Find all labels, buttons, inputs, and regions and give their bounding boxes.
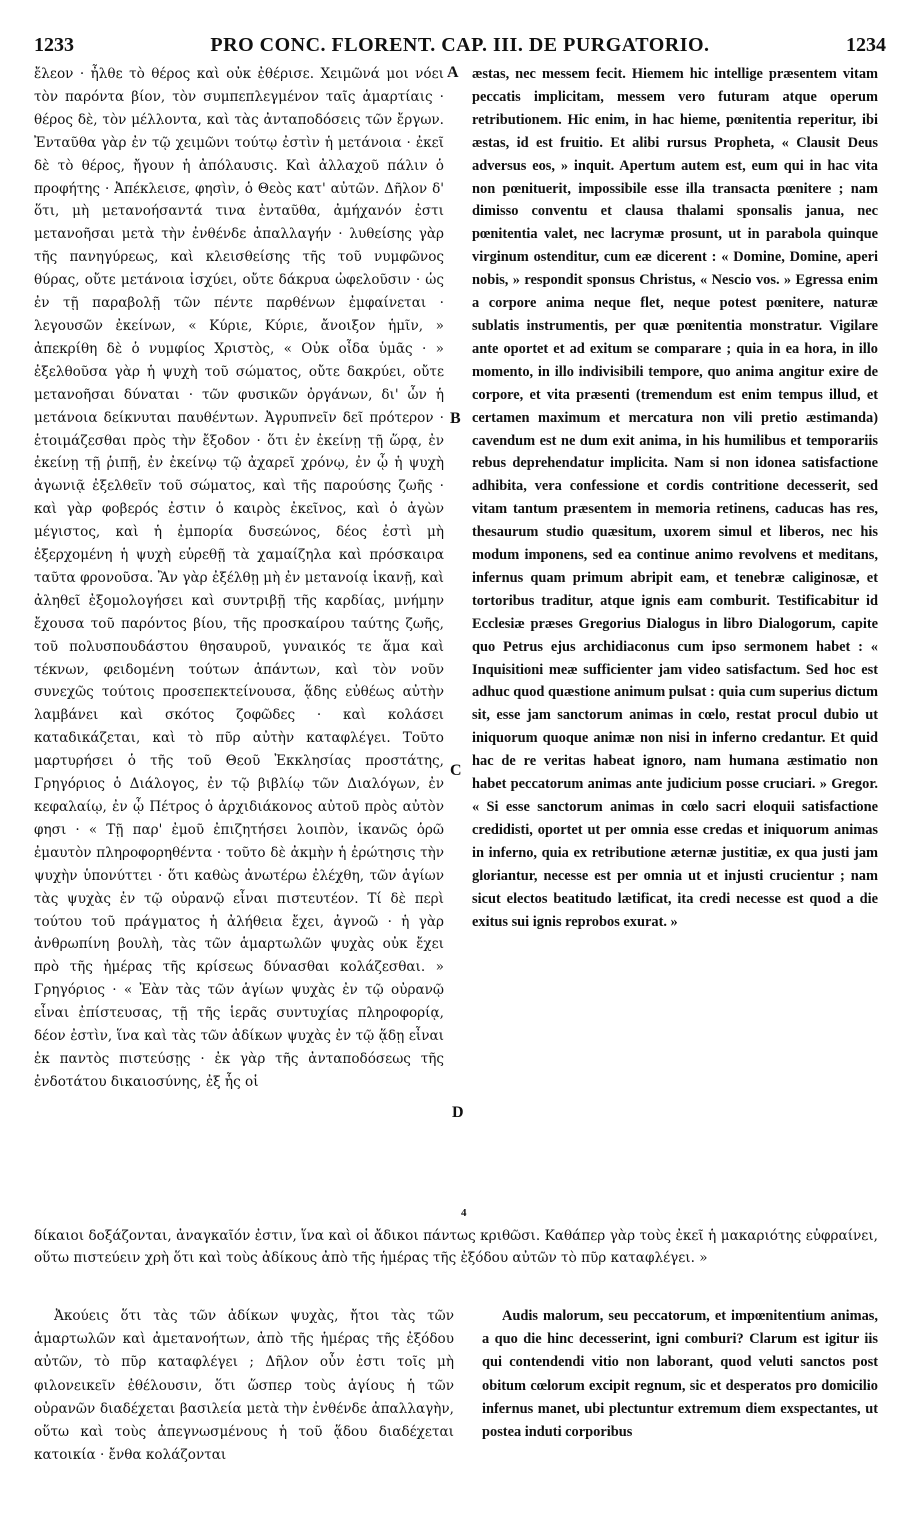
margin-marker-c: C (450, 762, 462, 779)
bottom-greek-paragraph (34, 1305, 454, 1467)
margin-note-marker: 4 (461, 1207, 467, 1219)
bottom-latin-text: Audis malorum, seu peccatorum, et impœnitentium animas, a quo die hinc decesserint, igni comburi? Clarum est igitur iis qui contendendi vitio non laborant, quod veluti sanctos post obitum cœlorum excipit regnum, sic et desperatos pro domicilio infernus manet, ubi plectuntur extremum diem exspectantes, ut postea induti corporibus (482, 1308, 878, 1441)
latin-column-text: æstas, nec messem fecit. Hiemem hic intellige præsentem vitam peccatis implicitam, messem vero futuram atque operum retributionem. Hic enim, in hac hieme, pœnitentia reperitur, ibi æstas, id est fruitio. Et alibi rursus Propheta, « Clausit Deus adversus eos, » inquit. Apertum autem est, eum qui in hac vita non pœnituerit, impossibile esse illa transacta pœnitere ; nam dimisso conventu et clausa thalami sponsalis janua, nec pœnitentia valet, nec lacrymæ prosunt, ut in parabola quinque virginum ostenditur, cum eæ dicerent : « Domine, Domine, aperi nobis, » respondit sponsus Christus, « Nescio vos. » Egressa enim a corpore anima neque flet, neque potest pœnitere, naturæ sublatis instrumentis, per quæ pœnitentia monstratur. Vigilare ante oportet et ad exitum se comparare ; quia in ea hora, in illo momento, in illo indivisibili tempore, quo anima angitur exire de corpore, et vita præsenti (tremendum est enim tempus illud, et certamen maximum et mercatura non vili pretio æstimanda) cavendum est ne dum exit anima, in his humilibus et temporariis rebus deprehendatur implicita. Nam si non idonea satisfactione adhibita, vera confessione et cordis contritione decesserit, sed vitam tantum præsentem in memoria retinens, caducas has res, thesaurum studio quæsitum, uxorem simul et liberos, nec his modum imponens, sed ea continue animo revolvens et meditans, infernus quam primum abripit eam, et tenebræ caliginosæ, et tortoribus traditur, atque ignis eam comburit. Testificabitur id Ecclesiæ præses Gregorius Dialogus in libro Dialogorum, capite quo Petrus ejus archidiaconus cum ipso sermonem habet : « Inquisitioni meæ sufficienter jam video satisfactum. Sed hoc est adhuc quod quæstione animum pulsat : quia cum superius dictum sit, esse jam sanctorum animas in cœlo, restat procul dubio ut iniquorum quoque animæ non nisi in inferno credantur. Et quid hac de re veritas habeat ignoro, nam humana æstimatio non habet peccatorum animas ante judicium posse cruciari. » Gregor. « Si esse sanctorum animas in cœlo sacri eloquii satisfactione credidisti, oportet ut per omnia esse credas et iniquorum animas in inferno, quia ex retributione æternæ justitiæ, ex qua justi jam gloriantur, necesse est per omnia ut et injusti crucientur ; nam sicut electos beatitudo lætificat, ita credi necesse est quod a die exitus sui ignis reprobos exurat. » (472, 66, 878, 930)
full-width-greek-text: δίκαιοι δοξάζονται, ἀναγκαῖόν ἐστιν, ἵνα καὶ οἱ ἄδικοι πάντως κριθῶσι. Καθάπερ γὰρ τοὺς ἐκεῖ ἡ μακαριότης εὐφραίνει, οὕτω πιστεύειν χρὴ ὅτι καὶ τοὺς ἀδίκους ἀπὸ τῆς ἡμέρας τῆς ἐξόδου αὐτῶν τὸ πῦρ καταφλέγει. » (34, 1228, 878, 1266)
latin-column (472, 63, 878, 933)
greek-column-text: ἔλεον · ἦλθε τὸ θέρος καὶ οὐκ ἐθέρισε. Χειμῶνά μοι νόει τὸν παρόντα βίον, τὸν συμπεπλεγμένον ταῖς ἁμαρτίαις · θέρος δὲ, τὸν μέλλοντα, καὶ τὰς ἀνταποδόσεις τῶν ἔργων. Ἐνταῦθα γὰρ ἐν τῷ χειμῶνι τούτῳ ἐστὶν ἡ μετάνοια · ἐκεῖ δὲ τὸ θέρος, ἤγουν ἡ ἀπόλαυσις. Καὶ ἀλλαχοῦ πάλιν ὁ προφήτης · Ἀπέκλεισε, φησὶν, ὁ Θεὸς κατ' αὐτῶν. Δῆλον δ' ὅτι, μὴ μετανοήσαντά τινα ἐνταῦθα, ἀμήχανόν ἐστι μετανοῆσαι μετὰ τὴν ἐνθένδε ἀπαλλαγήν · λυθείσης γὰρ τῆς πανηγύρεως, καὶ κλεισθείσης τῆς τοῦ νυμφῶνος θύρας, οὔτε μετάνοια ἰσχύει, οὔτε δάκρυα ὠφελοῦσιν · ὡς ἐν τῇ παραβολῇ τῶν πέντε παρθένων ἐμφαίνεται · λεγουσῶν ἐκείνων, « Κύριε, Κύριε, ἄνοιξον ἡμῖν, » ἀπεκρίθη δὲ ὁ νυμφίος Χριστὸς, « Οὐκ οἶδα ὑμᾶς · » ἐξελθοῦσα γὰρ ἡ ψυχὴ τοῦ σώματος, οὔτε δακρύει, οὔτε μετανοῆσαι δύναται · τῶν φυσικῶν ὀργάνων, δι' ὧν ἡ μετάνοια δείκνυται παυθέντων. Ἀγρυπνεῖν δεῖ πρότερον · ἑτοιμάζεσθαι πρὸς τὴν ἔξοδον · ὅτι ἐν ἐκείνῃ τῇ ὥρᾳ, ἐν ἐκείνῃ τῇ ῥιπῇ, ἐν ἐκείνῳ τῷ ἀχαρεῖ χρόνῳ, ἐν ᾧ ἡ ψυχὴ ἀγωνιᾷ ἐξελθεῖν τοῦ σώματος, καὶ τῆς παρούσης ζωῆς · καὶ γὰρ φοβερός ἐστιν ὁ καιρὸς ἐκεῖνος, καὶ ὁ ἀγὼν μέγιστος, καὶ ἡ ἐμπορία δυσεώνος, δέος ἐστὶ μὴ ἐξερχομένη ἡ ψυχὴ εὑρεθῇ τὰ χαμαίζηλα καὶ πρόσκαιρα ταῦτα φρονοῦσα. Ἂν γὰρ ἐξέλθῃ μὴ ἐν μετανοίᾳ ἱκανῇ, καὶ ἀληθεῖ ἐξομολογήσει καὶ συντριβῇ τῆς καρδίας, μνήμην ἔχουσα τοῦ παρόντος βίου, τῆς προσκαίρου ταύτης ζωῆς, τοῦ πολυσπουδάστου θησαυροῦ, γυναικός τε ἅμα καὶ τέκνων, φειδομένη τούτων ἁπάντων, καὶ τὸν νοῦν συνεχῶς τούτοις προσεπεκτείνουσα, ᾅδης εὐθέως αὐτὴν λαμβάνει καὶ σκότος ζοφῶδες · καὶ κολάσει καταδικάζεται, καὶ τὸ πῦρ αὐτὴν καταφλέγει. Τοῦτο μαρτυρήσει ὁ τῆς τοῦ Θεοῦ Ἐκκλησίας προστάτης, Γρηγόριος ὁ Διάλογος, ἐν τῷ βιβλίῳ τῶν Διαλόγων, ἐν κεφαλαίῳ, ἐν ᾧ Πέτρος ὁ ἀρχιδιάκονος αὐτοῦ πρὸς αὐτὸν φησι · « Τῇ παρ' ἐμοῦ ἐπιζητήσει λοιπὸν, ἱκανῶς ὁρῶ ἐμαυτὸν πληροφορηθέντα · τοῦτο δὲ ἀκμὴν ἡ ἐρώτησις τὴν ψυχὴν ὑπονύττει · ὅτι καθὼς ἀνωτέρω ἐλέχθη, τῶν ἁγίων τὰς ψυχὰς ἐν τῷ οὐρανῷ εἶναι πιστευτέον. Τί δὲ περὶ τούτου τοῦ πράγματος ἡ ἀλήθεια ἔχει, ἀγνοῶ · ἡ γὰρ ἀνθρωπίνη βουλὴ, τὰς τῶν ἁμαρτωλῶν ψυχὰς οὐκ ἔχει πρὸ τῆς ἡμέρας τῆς κρίσεως δύνασθαι κολάζεσθαι. » Γρηγόριος · « Ἐὰν τὰς τῶν ἁγίων ψυχὰς ἐν τῷ οὐρανῷ εἶναι ἐπίστευσας, τῇ τῆς ἱερᾶς συντυχίας πληροφορίᾳ, δέον ἐστὶν, ἵνα καὶ τὰς τῶν ἀδίκων ψυχὰς ἐν τῷ ᾅδῃ εἶναι ἐκ παντὸς πιστεύσῃς · ἐκ γὰρ τῆς ἀνταποδόσεως τῆς ἐνδοτάτου δικαιοσύνης, ἐξ ἧς οἱ (34, 66, 444, 1090)
margin-marker-d: D (452, 1104, 464, 1121)
running-header (34, 34, 886, 60)
bottom-latin-paragraph (482, 1305, 878, 1444)
right-page-number: 1234 (846, 34, 886, 56)
margin-marker-b: B (450, 410, 461, 427)
full-width-greek-passage (34, 1225, 878, 1269)
margin-marker-a: A (447, 64, 459, 81)
bottom-greek-text: Ἀκούεις ὅτι τὰς τῶν ἀδίκων ψυχὰς, ἤτοι τὰς τῶν ἁμαρτωλῶν καὶ ἀμετανοήτων, ἀπὸ τῆς ἡμέρας τῆς ἐξόδου αὐτῶν, τὸ πῦρ καταφλέγει ; Δῆλον οὖν ἐστι τοῖς μὴ φιλονεικεῖν ἐθέλουσιν, ὅτι ὥσπερ τοὺς ἁγίους ἡ τῶν οὐρανῶν διαδέχεται βασιλεία μετὰ τὴν ἐνθένδε ἀπαλλαγὴν, οὕτω καὶ τοὺς ἀπεγνωσμένους ἡ τοῦ ᾅδου διαδέχεται κατοικία · ἔνθα κολάζονται (34, 1308, 454, 1464)
greek-column (34, 63, 444, 1094)
running-title: PRO CONC. FLORENT. CAP. III. DE PURGATORIO. (210, 34, 710, 56)
left-page-number: 1233 (34, 34, 74, 56)
